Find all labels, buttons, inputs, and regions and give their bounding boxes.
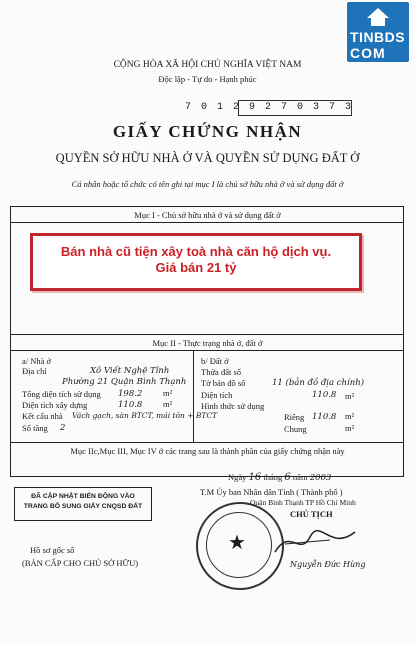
land-area-unit: m² (345, 391, 355, 401)
certificate-title: GIẤY CHỨNG NHẬN (112, 122, 303, 141)
sheet-label: Tờ bản đồ số (201, 378, 246, 388)
record-number-label: Hồ sơ gốc số (30, 545, 75, 555)
sheet-value: 11 (bản đồ địa chính) (272, 378, 365, 388)
private-label: Riêng (284, 412, 305, 422)
built-area-label: Diện tích xây dựng (22, 400, 88, 410)
land-area-value: 110.8 (312, 390, 337, 400)
built-area-unit: m² (163, 399, 173, 409)
banner-line-1: Bán nhà cũ tiện xây toà nhà căn hộ dịch vụ. (60, 244, 332, 259)
house-icon (367, 8, 389, 18)
authority-line-1: T.M Ủy ban Nhân dân Tỉnh ( Thành phố ) (200, 487, 343, 497)
total-area-value: 198.2 (118, 389, 143, 399)
total-area-unit: m² (163, 388, 173, 398)
sale-banner (30, 233, 362, 291)
structure-value: Vách gạch, sàn BTCT, mái tôn + BTCT (72, 411, 218, 420)
serial-number: 7 0 1 2 9 2 7 0 3 7 3 (184, 102, 353, 113)
authority-line-2: Quận Bình Thạnh TP Hồ Chí Minh (250, 498, 356, 507)
shared-label: Chung (284, 424, 307, 434)
section-2-heading: Mục II - Thực trạng nhà ở, đất ở (152, 338, 263, 348)
private-unit: m² (345, 411, 355, 421)
tinbds-logo (347, 2, 409, 62)
signature-scribble (270, 522, 360, 562)
chairman-title: CHỦ TỊCH (290, 509, 333, 519)
address-line-2: Phường 21 Quận Bình Thạnh (62, 377, 187, 387)
update-stamp: ĐÃ CẬP NHẬT BIẾN ĐỘNG VÀO TRANG BỔ SUNG GIẤY CNQSD ĐẤT (14, 487, 152, 521)
section-1-heading: Mục I - Chủ sở hữu nhà ở và sử dụng đất ở (134, 210, 281, 220)
logo-text-2: COM (350, 45, 386, 61)
certificate-subtitle: QUYỀN SỞ HỮU NHÀ Ở VÀ QUYỀN SỬ DỤNG ĐẤT Ở (55, 151, 360, 165)
owner-statement: Cá nhân hoặc tổ chức có tên ghi tại mục I là chủ sở hữu nhà ở và sử dụng đất ở (71, 179, 344, 189)
banner-line-2: Giá bán 21 tỷ (155, 260, 237, 275)
total-area-label: Tổng diện tích sử dụng (22, 389, 101, 399)
owner-copy-label: (BẢN CẤP CHO CHỦ SỞ HỮU) (22, 558, 139, 568)
floors-value: 2 (60, 423, 66, 433)
land-label: b/ Đất ở (201, 356, 229, 366)
section-3-note: Mục IIc,Mục III, Mục IV ở các trang sau là thành phần của giấy chứng nhận này (70, 446, 345, 456)
floors-label: Số tầng (22, 423, 48, 433)
national-motto: Độc lập - Tự do - Hạnh phúc (158, 74, 257, 84)
signing-date: Ngày 16 tháng 6 năm 2003 (228, 472, 332, 483)
private-value: 110.8 (312, 412, 337, 422)
shared-unit: m² (345, 423, 355, 433)
logo-text-1: TINBDS (350, 29, 406, 45)
built-area-value: 110.8 (118, 400, 143, 410)
address-line-1: Xô Viết Nghệ Tĩnh (90, 366, 170, 376)
use-form-label: Hình thức sử dụng (201, 401, 265, 411)
signer-name: Nguyễn Đức Hùng (290, 560, 366, 569)
star-icon: ★ (228, 532, 246, 554)
structure-label: Kết cấu nhà (22, 411, 63, 421)
address-label: Địa chỉ (22, 366, 47, 376)
land-area-label: Diện tích (201, 390, 233, 400)
plot-label: Thửa đất số (201, 367, 242, 377)
nation-heading: CỘNG HÒA XÃ HỘI CHỦ NGHĨA VIỆT NAM (113, 60, 302, 70)
house-label: a/ Nhà ở (22, 356, 52, 366)
